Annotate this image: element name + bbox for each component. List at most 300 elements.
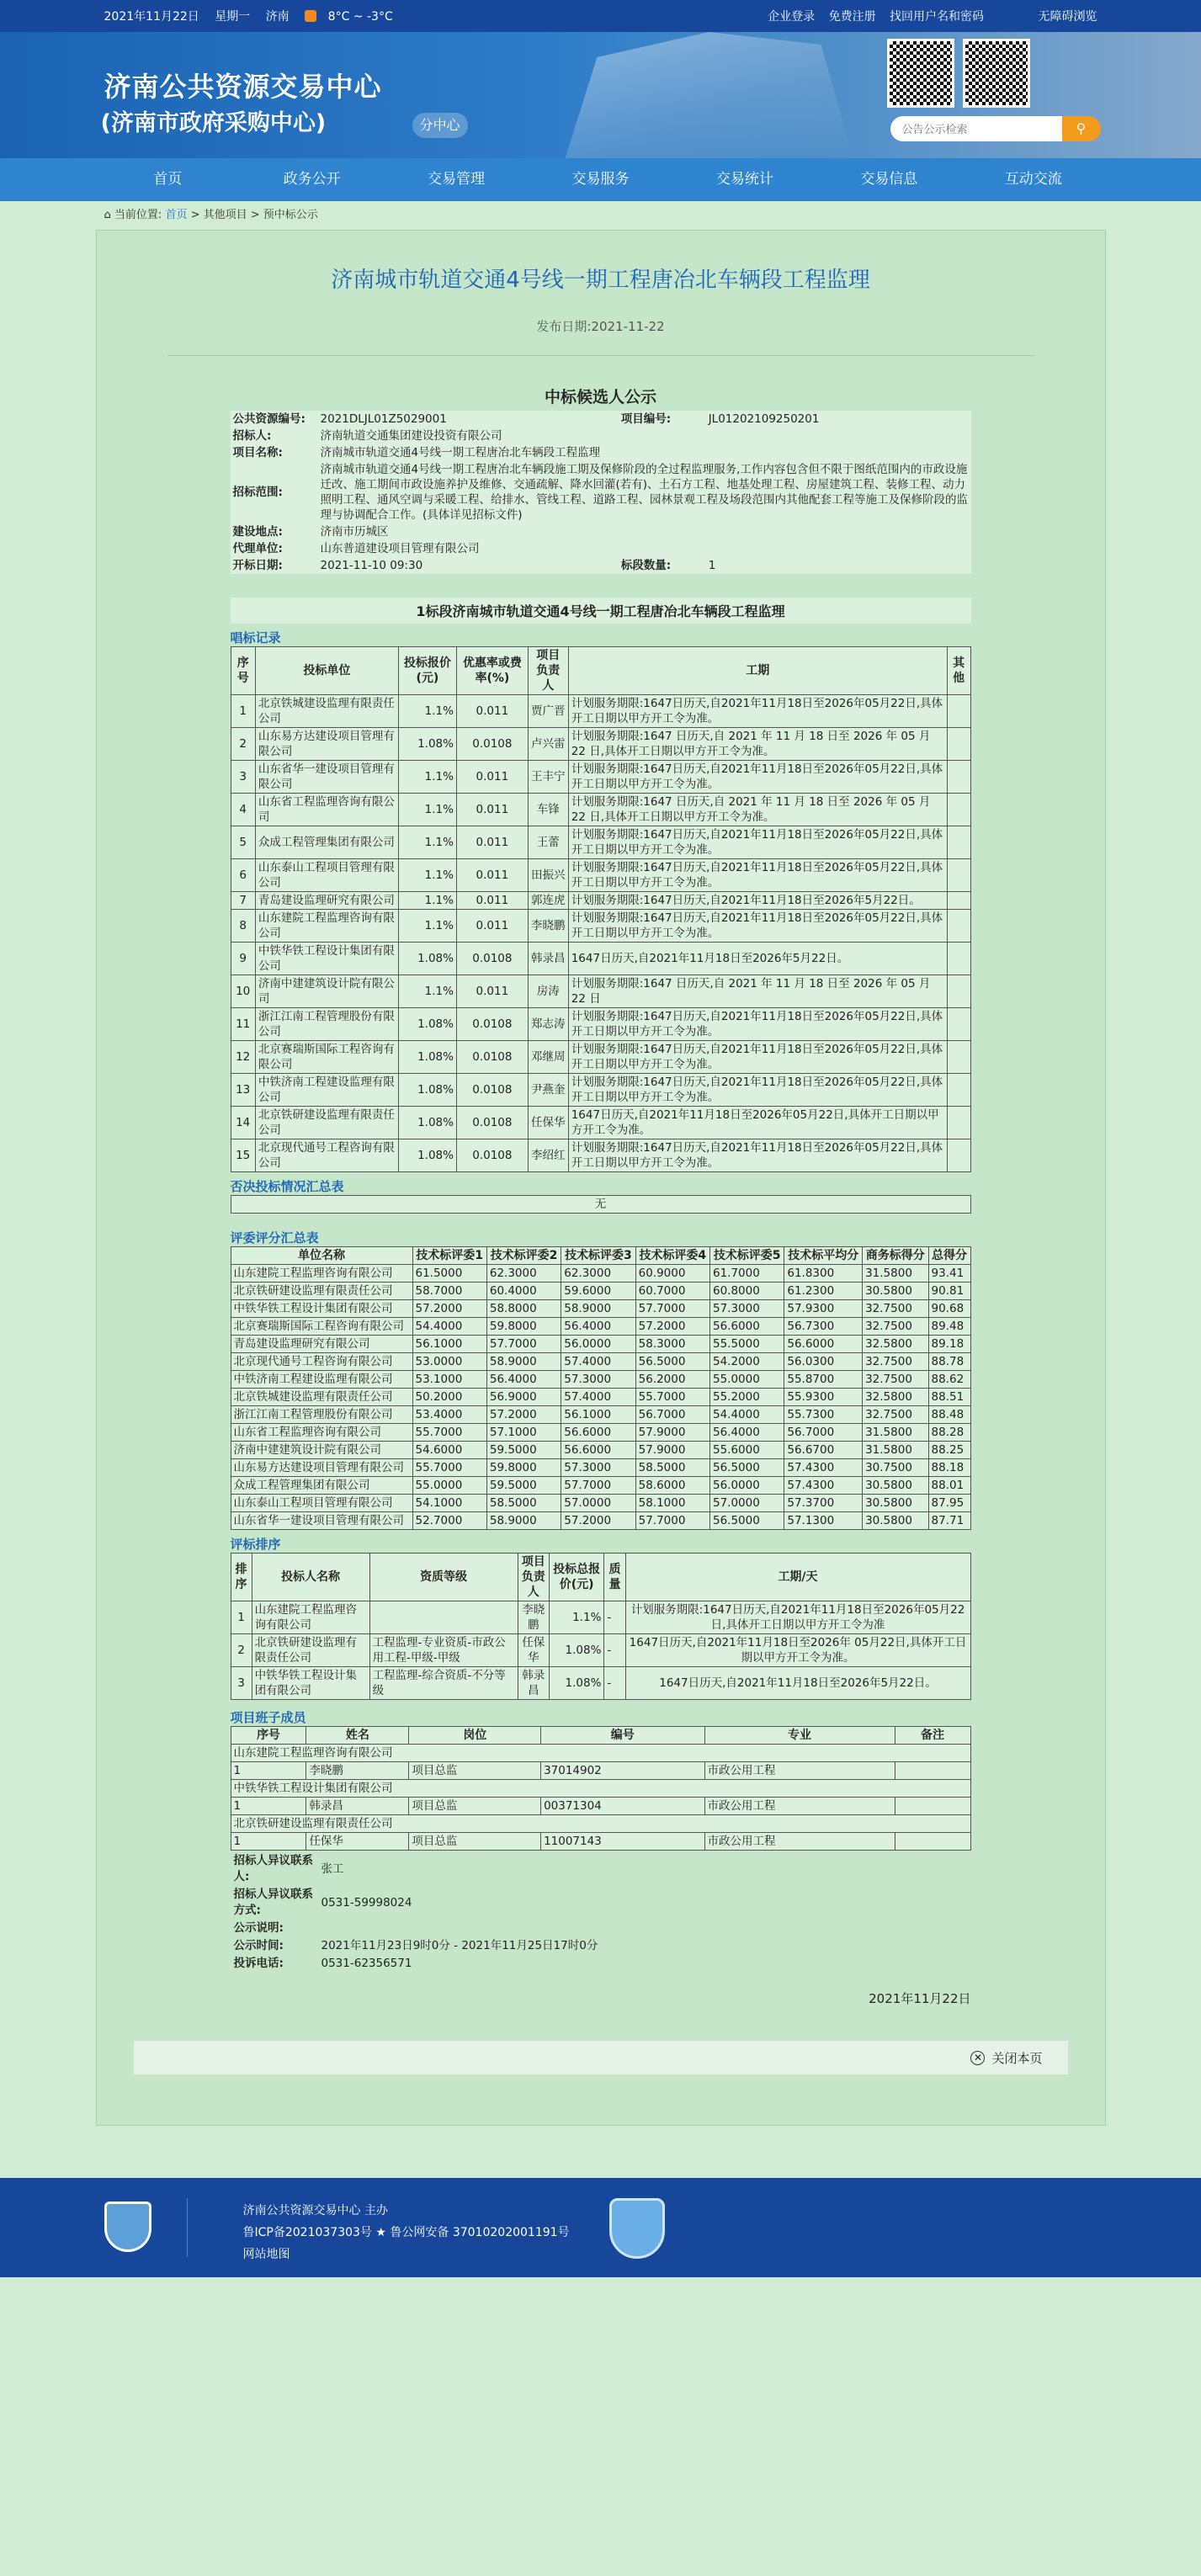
table-cell: 53.1000 — [412, 1371, 486, 1389]
table-cell: 31.5800 — [863, 1442, 928, 1459]
table-cell: 55.6000 — [710, 1442, 784, 1459]
table-cell: 88.48 — [928, 1406, 970, 1424]
column-header: 技术标评委5 — [710, 1247, 784, 1265]
table-cell: 0.011 — [456, 910, 528, 943]
table-cell: 青岛建设监理研究有限公司 — [231, 1336, 412, 1353]
info-label: 项目编号: — [620, 412, 672, 426]
table-cell: 62.3000 — [486, 1265, 561, 1283]
table-cell: 32.5800 — [863, 1336, 928, 1353]
table-row — [231, 1265, 970, 1283]
table-row — [231, 975, 970, 1008]
table-cell: 1 — [231, 1601, 252, 1634]
table-cell: 山东省工程监理咨询有限公司 — [231, 1424, 412, 1442]
table-cell: 5 — [231, 826, 255, 859]
table-cell: 项目总监 — [409, 1798, 541, 1815]
table-row — [231, 1041, 970, 1074]
table-cell: 0.0108 — [456, 1107, 528, 1139]
info-label: 公示时间: — [233, 1939, 284, 1952]
date-text: 2021年11月22日 — [104, 10, 199, 24]
table-cell: 14 — [231, 1107, 255, 1139]
table-cell: 32.7500 — [863, 1406, 928, 1424]
table-cell: 山东省工程监理咨询有限公司 — [255, 794, 398, 826]
table-cell: 61.2300 — [784, 1283, 863, 1300]
info-value: 1 — [708, 559, 716, 572]
table-cell: 57.4300 — [784, 1459, 863, 1477]
table-cell — [947, 859, 970, 892]
table-cell: 32.7500 — [863, 1353, 928, 1371]
icp-link[interactable]: 鲁ICP备2021037303号 — [242, 2226, 372, 2239]
info-value: 2021-11-10 09:30 — [320, 559, 423, 572]
table-cell: 山东泰山工程项目管理有限公司 — [255, 859, 398, 892]
table-cell: 55.7000 — [635, 1389, 709, 1406]
table-cell: 1.08% — [549, 1667, 604, 1700]
column-header: 投标单位 — [255, 647, 398, 695]
close-bar — [134, 2041, 1068, 2074]
table-cell: 7 — [231, 892, 255, 910]
sun-icon — [305, 10, 316, 22]
table-cell: 57.3000 — [710, 1300, 784, 1318]
register-link[interactable]: 免费注册 — [828, 10, 876, 24]
deny-value: 无 — [231, 1196, 970, 1214]
table-cell: 青岛建设监理研究有限公司 — [255, 892, 398, 910]
column-header: 技术标平均分 — [784, 1247, 863, 1265]
table-cell — [947, 761, 970, 794]
breadcrumb-home-link[interactable]: 首页 — [165, 209, 188, 221]
table-cell: 李晓鹏 — [518, 1601, 549, 1634]
table-cell: 58.7000 — [412, 1283, 486, 1300]
table-cell: 1647日历天,自2021年11月18日至2026年5月22日。 — [568, 943, 947, 975]
table-cell — [947, 1008, 970, 1041]
table-cell: 30.5800 — [863, 1495, 928, 1512]
table-cell: 58.6000 — [635, 1477, 709, 1495]
table-cell: 0.0108 — [456, 728, 528, 761]
close-icon[interactable]: ✕ — [970, 2051, 985, 2065]
table-cell: 1.1% — [398, 794, 456, 826]
table-cell: 1.08% — [398, 728, 456, 761]
table-cell — [947, 728, 970, 761]
table-cell: 56.1000 — [412, 1336, 486, 1353]
table-cell: 31.5800 — [863, 1424, 928, 1442]
column-header: 技术标评委3 — [561, 1247, 635, 1265]
table-cell: 54.1000 — [412, 1495, 486, 1512]
table-cell: 90.81 — [928, 1283, 970, 1300]
security-shield-icon[interactable] — [609, 2198, 665, 2259]
table-cell: 韩录昌 — [306, 1798, 409, 1815]
table-cell: 众成工程管理集团有限公司 — [231, 1477, 412, 1495]
info-label: 开标日期: — [232, 559, 283, 572]
table-cell: 56.1000 — [561, 1406, 635, 1424]
table-cell: 计划服务期限:1647日历天,自2021年11月18日至2026年05月22日,具体开工日期以甲方开工令为准 — [625, 1601, 970, 1634]
nav-trade-management[interactable]: 交易管理 — [428, 171, 486, 188]
table-cell: 1.08% — [398, 1139, 456, 1172]
table-cell: 1.08% — [398, 1041, 456, 1074]
table-cell: 56.0000 — [561, 1336, 635, 1353]
table-row — [231, 1336, 970, 1353]
team-company: 中铁华铁工程设计集团有限公司 — [231, 1780, 970, 1798]
table-cell: 1.1% — [549, 1601, 604, 1634]
table-cell: 任保华 — [306, 1833, 409, 1851]
info-label: 公示说明: — [233, 1921, 284, 1935]
table-cell: 市政公用工程 — [704, 1762, 895, 1780]
table-cell: 32.7500 — [863, 1318, 928, 1336]
table-cell: 57.0000 — [710, 1495, 784, 1512]
table-cell: 57.3000 — [561, 1371, 635, 1389]
table-cell: 1.08% — [549, 1634, 604, 1667]
table-cell: 57.0000 — [561, 1495, 635, 1512]
table-row — [231, 1815, 970, 1833]
table-cell: 任保华 — [518, 1634, 549, 1667]
search-box — [890, 116, 1101, 141]
table-cell: 计划服务期限:1647日历天,自2021年11月18日至2026年5月22日。 — [568, 892, 947, 910]
table-cell: 55.0000 — [710, 1371, 784, 1389]
table-cell: 57.4000 — [561, 1353, 635, 1371]
table-cell: 计划服务期限:1647日历天,自2021年11月18日至2026年05月22日,具体开工日期以甲方开工令为准。 — [568, 1074, 947, 1107]
info-label: 标段数量: — [620, 559, 672, 572]
table-cell: 56.6000 — [561, 1424, 635, 1442]
table-cell: - — [604, 1634, 625, 1667]
table-cell: 0.0108 — [456, 1074, 528, 1107]
table-cell: 计划服务期限:1647日历天,自2021年11月18日至2026年05月22日,具体开工日期以甲方开工令为准。 — [568, 761, 947, 794]
accessibility-link[interactable]: 无障碍浏览 — [1038, 10, 1097, 24]
contact-table — [231, 1852, 971, 1973]
table-cell: 1 — [231, 695, 255, 728]
breadcrumb-rest: > 其他项目 > 预中标公示 — [190, 209, 318, 221]
table-cell — [895, 1798, 970, 1815]
table-cell: 卢兴雷 — [528, 728, 568, 761]
table-cell: 30.5800 — [863, 1477, 928, 1495]
table-cell: 90.68 — [928, 1300, 970, 1318]
table-cell — [947, 1107, 970, 1139]
table-cell: 9 — [231, 943, 255, 975]
table-cell: 济南中建建筑设计院有限公司 — [255, 975, 398, 1008]
home-icon: ⌂ — [104, 209, 111, 221]
table-cell: 61.8300 — [784, 1265, 863, 1283]
table-cell: 59.8000 — [486, 1318, 561, 1336]
table-cell: 中铁济南工程建设监理有限公司 — [231, 1371, 412, 1389]
table-cell: 计划服务期限:1647日历天,自2021年11月18日至2026年05月22日,具体开工日期以甲方开工令为准。 — [568, 910, 947, 943]
table-cell: 60.4000 — [486, 1283, 561, 1300]
table-cell: 山东建院工程监理咨询有限公司 — [252, 1601, 369, 1634]
table-row — [231, 1762, 970, 1780]
table-row — [231, 1283, 970, 1300]
table-cell: 李晓鹏 — [306, 1762, 409, 1780]
info-label: 投诉电话: — [233, 1957, 284, 1970]
table-cell: 57.7000 — [486, 1336, 561, 1353]
column-header: 技术标评委4 — [635, 1247, 709, 1265]
table-row — [231, 1745, 970, 1762]
column-header: 备注 — [895, 1727, 970, 1745]
table-cell: 56.6000 — [561, 1442, 635, 1459]
table-row — [231, 1406, 970, 1424]
table-cell: 58.3000 — [635, 1336, 709, 1353]
table-cell: 1.08% — [398, 1008, 456, 1041]
table-cell: 2 — [231, 728, 255, 761]
table-cell: 56.7000 — [784, 1424, 863, 1442]
qr-code-image-2 — [963, 39, 1030, 108]
table-cell: 57.2000 — [561, 1512, 635, 1530]
table-cell: 56.5000 — [635, 1353, 709, 1371]
table-cell: 项目总监 — [409, 1833, 541, 1851]
table-cell: 1 — [231, 1833, 306, 1851]
table-cell: 1647日历天,自2021年11月18日至2026年5月22日。 — [625, 1667, 970, 1700]
footer-host: 济南公共资源交易中心 主办 — [242, 2204, 388, 2217]
table-cell — [947, 910, 970, 943]
table-cell — [947, 1139, 970, 1172]
site-logo-title[interactable]: 济南公共资源交易中心 — [104, 71, 382, 103]
table-cell: 0.011 — [456, 975, 528, 1008]
table-cell: 57.9000 — [635, 1442, 709, 1459]
info-value: JL01202109250201 — [708, 412, 820, 426]
table-cell: 56.7300 — [784, 1318, 863, 1336]
table-cell: 韩录昌 — [518, 1667, 549, 1700]
info-label: 代理单位: — [232, 542, 283, 555]
gov-badge-icon[interactable] — [104, 2202, 151, 2252]
nav-home[interactable]: 首页 — [153, 171, 183, 188]
project-info-table — [231, 411, 971, 574]
footer — [0, 2178, 1201, 2277]
table-cell: 58.9000 — [561, 1300, 635, 1318]
table-cell: 89.18 — [928, 1336, 970, 1353]
table-cell: 浙江江南工程管理股份有限公司 — [255, 1008, 398, 1041]
table-cell: 山东泰山工程项目管理有限公司 — [231, 1495, 412, 1512]
table-cell: 56.2000 — [635, 1371, 709, 1389]
table-cell: 54.6000 — [412, 1442, 486, 1459]
table-cell: 55.7000 — [412, 1424, 486, 1442]
column-header: 总得分 — [928, 1247, 970, 1265]
table-row — [231, 859, 970, 892]
find-password-link[interactable]: 找回用户名和密码 — [890, 10, 985, 24]
close-page-button[interactable]: 关闭本页 — [991, 2050, 1043, 2066]
table-cell: 北京赛瑞斯国际工程咨询有限公司 — [255, 1041, 398, 1074]
table-row — [231, 1442, 970, 1459]
nav-interaction[interactable]: 互动交流 — [1004, 171, 1062, 188]
branch-button[interactable]: 分中心 — [412, 113, 468, 138]
column-header: 投标报价(元) — [398, 647, 456, 695]
search-input[interactable] — [890, 116, 1062, 141]
table-cell: 30.7500 — [863, 1459, 928, 1477]
table-cell: 2 — [231, 1634, 252, 1667]
info-value: 张工 — [321, 1862, 344, 1876]
table-cell: 56.4000 — [486, 1371, 561, 1389]
info-label: 建设地点: — [232, 525, 283, 539]
police-link[interactable]: 鲁公网安备 37010202001191号 — [390, 2226, 570, 2239]
weekday-text: 星期一 — [215, 10, 251, 24]
table-cell — [947, 943, 970, 975]
table-row — [231, 1634, 970, 1667]
footer-text — [243, 2200, 570, 2265]
city-text: 济南 — [265, 10, 290, 24]
table-cell: 1647日历天,自2021年11月18日至2026年 05月22日,具体开工日期以甲方开工令为准。 — [625, 1634, 970, 1667]
table-cell: 88.01 — [928, 1477, 970, 1495]
table-cell: 54.4000 — [710, 1406, 784, 1424]
table-cell: 0.011 — [456, 761, 528, 794]
table-cell: 韩录昌 — [528, 943, 568, 975]
table-cell: 56.6000 — [784, 1336, 863, 1353]
table-cell: 57.7000 — [635, 1300, 709, 1318]
table-cell: 11 — [231, 1008, 255, 1041]
table-cell: - — [604, 1601, 625, 1634]
table-cell: 56.0300 — [784, 1353, 863, 1371]
table-cell: 58.9000 — [486, 1512, 561, 1530]
info-label: 招标人异议联系人: — [233, 1854, 313, 1883]
column-header: 项目负责人 — [528, 647, 568, 695]
nav-trade-service[interactable]: 交易服务 — [571, 171, 630, 188]
table-cell: 0.011 — [456, 859, 528, 892]
table-cell: 12 — [231, 1041, 255, 1074]
table-cell: 市政公用工程 — [704, 1833, 895, 1851]
publish-date: 发布日期:2021-11-22 — [167, 317, 1034, 356]
table-cell: 32.7500 — [863, 1300, 928, 1318]
table-cell: 计划服务期限:1647日历天,自2021年11月18日至2026年05月22日,具体开工日期以甲方开工令为准。 — [568, 1139, 947, 1172]
column-header: 质量 — [604, 1554, 625, 1601]
table-cell: 56.0000 — [710, 1477, 784, 1495]
nav-government[interactable]: 政务公开 — [283, 171, 341, 188]
table-cell: 计划服务期限:1647 日历天,自 2021 年 11 月 18 日至 2026 年 05 月 22 日,具体开工日期以甲方开工令为准。 — [568, 794, 947, 826]
table-cell: 57.2000 — [635, 1318, 709, 1336]
table-cell: 车锋 — [528, 794, 568, 826]
table-row — [231, 1459, 970, 1477]
table-cell: 田振兴 — [528, 859, 568, 892]
table-cell: 88.51 — [928, 1389, 970, 1406]
table-row — [231, 794, 970, 826]
table-cell: 计划服务期限:1647日历天,自2021年11月18日至2026年05月22日,具体开工日期以甲方开工令为准。 — [568, 826, 947, 859]
table-cell: 北京铁城建设监理有限责任公司 — [231, 1389, 412, 1406]
table-cell: 0.011 — [456, 794, 528, 826]
table-cell: 58.9000 — [486, 1353, 561, 1371]
table-cell: 1.1% — [398, 910, 456, 943]
sitemap-link[interactable]: 网站地图 — [242, 2248, 290, 2261]
table-cell: 88.78 — [928, 1353, 970, 1371]
table-cell: 57.9300 — [784, 1300, 863, 1318]
table-cell: 31.5800 — [863, 1265, 928, 1283]
table-cell: 济南中建建筑设计院有限公司 — [231, 1442, 412, 1459]
table-cell: 55.5000 — [710, 1336, 784, 1353]
table-row — [231, 1601, 970, 1634]
table-cell: 52.7000 — [412, 1512, 486, 1530]
table-cell: 87.95 — [928, 1495, 970, 1512]
table-cell: 计划服务期限:1647日历天,自2021年11月18日至2026年05月22日,具体开工日期以甲方开工令为准。 — [568, 1008, 947, 1041]
table-cell: - — [604, 1667, 625, 1700]
table-cell: 0.011 — [456, 695, 528, 728]
info-value: 济南市历城区 — [320, 525, 389, 539]
table-cell: 55.8700 — [784, 1371, 863, 1389]
table-cell: 中铁华铁工程设计集团有限公司 — [231, 1300, 412, 1318]
table-cell: 邓继周 — [528, 1041, 568, 1074]
deny-table — [231, 1195, 971, 1214]
table-cell: 计划服务期限:1647 日历天,自 2021 年 11 月 18 日至 2026 年 05 月 22 日,具体开工日期以甲方开工令为准。 — [568, 728, 947, 761]
info-value: 山东普道建设项目管理有限公司 — [320, 542, 480, 555]
table-cell: 59.8000 — [486, 1459, 561, 1477]
table-cell: 30.5800 — [863, 1283, 928, 1300]
column-header: 姓名 — [306, 1727, 409, 1745]
table-cell: 8 — [231, 910, 255, 943]
info-value: 济南城市轨道交通4号线一期工程唐冶北车辆段施工期及保修阶段的全过程监理服务,工作内容包含但不限于图纸范围内的市政设施迁改、施工期间市政设施养护及维修、交通疏解、降水回灌(若有)、土石方工程、地基处理工程、房屋建筑工程、装修工程、动力照明工程、通风空调与采暖工程、给排水、管线工程、道路工程、园林景观工程及场段范围内其他配套工程等施工及保修阶段的监理与协调配合工作。(具体详见招标文件) — [320, 463, 968, 522]
table-cell: 1 — [231, 1798, 306, 1815]
table-cell — [947, 892, 970, 910]
column-header: 序号 — [231, 647, 255, 695]
breadcrumb-label: 当前位置: — [114, 209, 162, 221]
column-header: 商务标得分 — [863, 1247, 928, 1265]
column-header: 技术标评委2 — [486, 1247, 561, 1265]
info-value — [318, 1920, 971, 1937]
table-cell: 59.5000 — [486, 1442, 561, 1459]
table-cell — [947, 794, 970, 826]
table-cell: 尹燕奎 — [528, 1074, 568, 1107]
table-cell: 55.7300 — [784, 1406, 863, 1424]
table-cell: 山东易方达建设项目管理有限公司 — [231, 1459, 412, 1477]
table-cell: 57.7000 — [561, 1477, 635, 1495]
table-cell: 0.0108 — [456, 1041, 528, 1074]
table-cell: 10 — [231, 975, 255, 1008]
search-icon[interactable]: ⚲ — [1062, 116, 1101, 141]
column-header: 项目负责人 — [518, 1554, 549, 1601]
table-cell: 88.18 — [928, 1459, 970, 1477]
table-row — [231, 892, 970, 910]
nav-trade-info[interactable]: 交易信息 — [860, 171, 918, 188]
table-row — [231, 1074, 970, 1107]
table-cell: 中铁华铁工程设计集团有限公司 — [255, 943, 398, 975]
table-cell: 56.6000 — [710, 1318, 784, 1336]
info-value: 0531-62356571 — [321, 1957, 412, 1970]
notice-document — [231, 385, 971, 1973]
table-cell: 山东易方达建设项目管理有限公司 — [255, 728, 398, 761]
table-cell: 30.5800 — [863, 1512, 928, 1530]
table-row — [231, 1512, 970, 1530]
table-cell: 王蕾 — [528, 826, 568, 859]
table-cell: 55.2000 — [710, 1389, 784, 1406]
table-cell: 山东省华一建设项目管理有限公司 — [255, 761, 398, 794]
table-cell: 1.1% — [398, 892, 456, 910]
table-cell: 53.4000 — [412, 1406, 486, 1424]
table-cell: 北京现代通号工程咨询有限公司 — [255, 1139, 398, 1172]
team-company: 山东建院工程监理咨询有限公司 — [231, 1745, 970, 1762]
table-cell: 1.1% — [398, 761, 456, 794]
qr-code-image — [887, 39, 954, 108]
table-cell: 54.4000 — [412, 1318, 486, 1336]
table-row — [231, 1495, 970, 1512]
table-cell: 54.2000 — [710, 1353, 784, 1371]
table-cell: 任保华 — [528, 1107, 568, 1139]
bid-table — [231, 646, 971, 1172]
enterprise-login-link[interactable]: 企业登录 — [768, 10, 816, 24]
table-cell: 市政公用工程 — [704, 1798, 895, 1815]
column-header: 专业 — [704, 1727, 895, 1745]
police-icon: ★ — [375, 2226, 386, 2239]
table-row — [231, 1780, 970, 1798]
table-row — [231, 1371, 970, 1389]
table-cell: 项目总监 — [409, 1762, 541, 1780]
column-header: 编号 — [541, 1727, 704, 1745]
table-cell: 60.9000 — [635, 1265, 709, 1283]
footer-divider — [187, 2198, 188, 2257]
info-label: 招标人: — [232, 429, 272, 443]
table-cell: 88.25 — [928, 1442, 970, 1459]
column-header: 其他 — [947, 647, 970, 695]
nav-trade-statistics[interactable]: 交易统计 — [715, 171, 773, 188]
table-cell: 57.4000 — [561, 1389, 635, 1406]
table-cell: 88.62 — [928, 1371, 970, 1389]
table-cell: 1.08% — [398, 1107, 456, 1139]
info-value: 济南城市轨道交通4号线一期工程唐冶北车辆段工程监理 — [320, 446, 601, 459]
info-label: 招标人异议联系方式: — [233, 1888, 313, 1917]
team-section-title: 项目班子成员 — [230, 1710, 306, 1725]
column-header: 工期 — [568, 647, 947, 695]
table-row — [231, 1667, 970, 1700]
table-cell: 56.5000 — [710, 1512, 784, 1530]
table-cell: 计划服务期限:1647日历天,自2021年11月18日至2026年05月22日,具体开工日期以甲方开工令为准。 — [568, 1041, 947, 1074]
table-cell: 0.0108 — [456, 1008, 528, 1041]
table-cell: 50.2000 — [412, 1389, 486, 1406]
